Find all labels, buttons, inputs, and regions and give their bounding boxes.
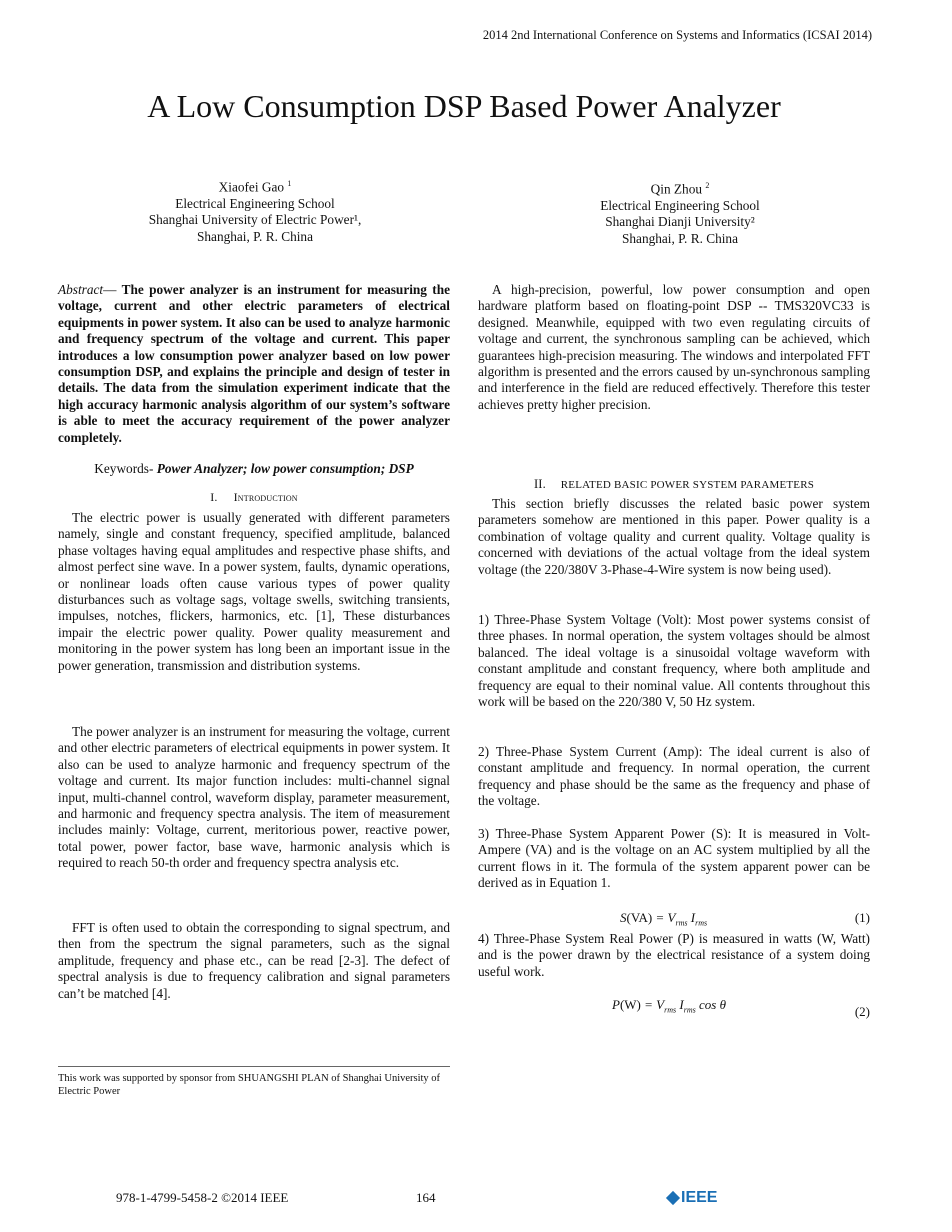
author-name: Xiaofei Gao — [218, 179, 285, 195]
affiliation: Shanghai, P. R. China — [622, 230, 738, 246]
author-1: Xiaofei Gao $^1$ Electrical Engineering School Shanghai University of Electric Power¹, Shanghai, P. R. China — [85, 176, 425, 245]
ieee-diamond-icon — [666, 1191, 680, 1205]
paragraph: 1) Three-Phase System Voltage (Volt): Most power systems consist of three phases. In normal operation, the system voltages should be almost balanced. The ideal voltage is a sinusoidal voltage waveform with constant amplitude and constant frequency, where both amplitude and frequency are equal to their nominal value. All contents throughout this work will be based on the 220/380 V, 50 Hz system. — [478, 612, 870, 710]
affiliation: Shanghai, P. R. China — [197, 228, 313, 244]
equation-number: (1) — [854, 910, 870, 925]
section-heading-2: II. RELATED BASIC POWER SYSTEM PARAMETERS — [533, 477, 815, 491]
paragraph: 2) Three-Phase System Current (Amp): The ideal current is also of constant amplitude and frequency. In normal operation, the current frequency and phase should be the same as the frequency and phase of the voltage. — [478, 744, 870, 809]
page-number: 164 — [416, 1190, 436, 1205]
isbn-copyright: 978-1-4799-5458-2 ©2014 IEEE — [116, 1190, 289, 1205]
paper-title: A Low Consumption DSP Based Power Analyzer — [147, 88, 781, 124]
equation-1: $S(VA) = V_{rms}$ $I_{rms}$ — [620, 910, 708, 928]
author-name: Qin Zhou — [650, 181, 702, 197]
paragraph: The power analyzer is an instrument for measuring the voltage, current and other electric parameters of electrical equipments in power system. It also can be used to analyze harmonic and frequency spectrum of the voltage and current. Its major function includes: multi-channel signal input, multi-channel control, waveform display, parameter measurement, and harmonic and frequency spectra analysis. The item of measurement includes mainly: Voltage, current, meritorious power, reactive power, total power, power factor, base wave, harmonic analysis which is required to reach 50-th order and frequency spectra analysis etc. — [58, 724, 450, 871]
paragraph: A high-precision, powerful, low power consumption and open hardware platform based on floating-point DSP -- TMS320VC33 is designed. Meanwhile, equipped with two even regulating circuits of voltage and current, the synchronous sampling can be achieved, which guarantees high-precision measuring. The windows and interpolated FFT algorithm is presented and the errors caused by un-synchronous sampling and interference in the field are reduced effectively. Therefore this tester achieves pretty higher precision. — [478, 282, 870, 412]
paragraph: 4) Three-Phase System Real Power (P) is measured in watts (W, Watt) and is the power drawn by the electrical resistance of a system doing useful work. — [478, 931, 870, 979]
equation-2: $P(W) = V_{rms}$ $I_{rms}$ cos θ — [612, 997, 726, 1015]
paragraph: 3) Three-Phase System Apparent Power (S): It is measured in Volt-Ampere (VA) and is the voltage on an AC system multiplied by all the current flows in it. The formula of the system apparent power can be derived as in Equation 1. — [478, 826, 870, 891]
paragraph: This section briefly discusses the related basic power system parameters somehow are mentioned in this paper. Power quality is a combination of voltage quality and current quality. Voltage quality is concerned with deviations of the actual voltage from the ideal system voltage (the 220/380V 3-Phase-4-Wire system is now being used). — [478, 496, 870, 577]
footnote-divider — [58, 1066, 450, 1067]
section-heading-1: I. Introduction — [210, 490, 298, 504]
abstract: Abstract— The power analyzer is an instrument for measuring the voltage, current and other electric parameters of electrical equipments in power system. It also can be used to analyze harmonic and frequency spectrum of the voltage and current. This paper introduces a low consumption power analyzer based on low power consumption DSP, and explains the principle and design of tester in details. The data from the simulation experiment indicate that the high accuracy harmonic analysis algorithm of our system’s software is able to meet the accuracy requirement of the power analyzer completely. — [58, 282, 450, 445]
affiliation: Electrical Engineering School — [600, 197, 760, 213]
ieee-logo: IEEE — [668, 1189, 717, 1207]
equation-number: (2) — [854, 1004, 870, 1019]
keywords: Keywords- Power Analyzer; low power consumption; DSP — [94, 461, 414, 476]
affiliation: Electrical Engineering School — [175, 195, 335, 211]
conference-header: 2014 2nd International Conference on Systems and Informatics (ICSAI 2014) — [482, 28, 872, 42]
author-2: Qin Zhou $^2$ Electrical Engineering School Shanghai Dianji University² Shanghai, P. R. China — [510, 178, 850, 247]
footnote: This work was supported by sponsor from SHUANGSHI PLAN of Shanghai University of Electric Power — [58, 1073, 441, 1097]
affiliation: Shanghai Dianji University² — [605, 214, 755, 230]
affiliation: Shanghai University of Electric Power¹, — [148, 212, 362, 228]
paragraph: The electric power is usually generated with different parameters namely, single and constant frequency, specified amplitude, balanced phase voltages having equal amplitudes and respective phase shifts, and almost perfect sine wave. In a power system, faults, dynamic operations, or nonlinear loads often cause various types of power quality disturbances such as voltage sags, voltage swells, switching transients, impulses, notches, flickers, harmonics, etc. [1], These disturbances impair the electric power quality. Power quality measurement and monitoring in the power system has long been an important issue in the power generation, transmission and distribution systems. — [58, 510, 450, 673]
paragraph: FFT is often used to obtain the corresponding to signal spectrum, and then from the spectrum the signal parameters, such as the signal amplitude, frequency and phase etc., can be read [2-3]. The defect of spectral analysis is due to frequency calibration and signal parameters can’t be matched [4]. — [58, 920, 450, 1001]
